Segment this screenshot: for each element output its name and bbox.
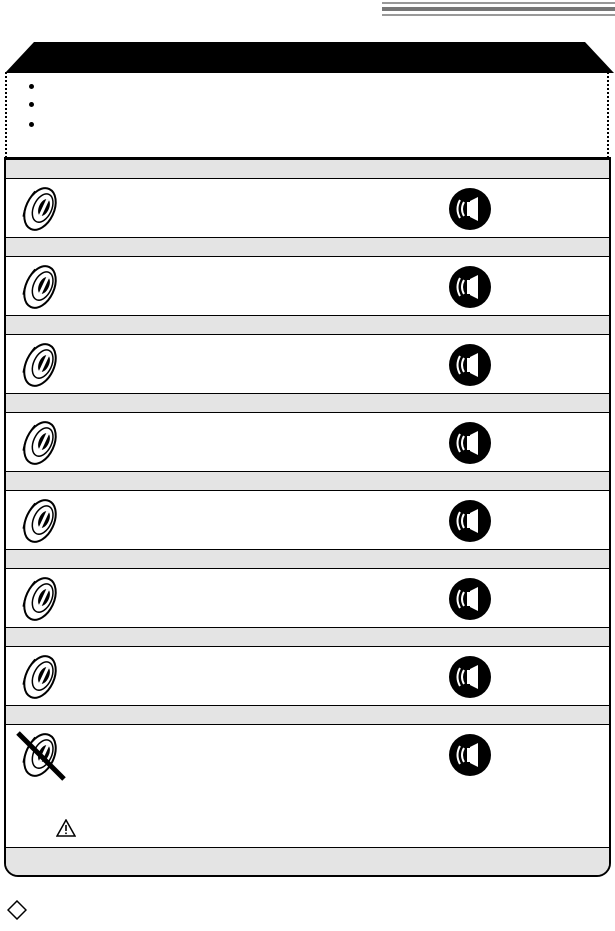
remote-icon [14, 651, 66, 703]
remote-icon [14, 183, 66, 235]
speaker-icon [448, 655, 492, 699]
speaker-icon [448, 499, 492, 543]
speaker-icon [448, 187, 492, 231]
row-band [6, 549, 609, 569]
notes-box [5, 72, 609, 158]
remote-icon [14, 261, 66, 313]
diamond-icon [7, 900, 27, 920]
row-band [6, 237, 609, 257]
header-rule-2 [382, 7, 615, 11]
bullet-3 [29, 122, 34, 127]
row-band [6, 159, 609, 179]
bullet-1 [29, 84, 34, 89]
speaker-icon [448, 733, 492, 777]
remote-crossed-icon [14, 729, 66, 781]
speaker-icon [448, 421, 492, 465]
remote-icon [14, 573, 66, 625]
row-band [6, 705, 609, 725]
bullet-2 [29, 102, 34, 107]
remote-icon [14, 417, 66, 469]
speaker-icon [448, 265, 492, 309]
row-band [6, 471, 609, 491]
speaker-icon [448, 343, 492, 387]
panel-header-bar [4, 40, 615, 74]
row-band [6, 627, 609, 647]
speaker-icon [448, 577, 492, 621]
row-band [6, 315, 609, 335]
header-rule-1 [382, 2, 615, 4]
table-footer-band [6, 847, 609, 877]
row-band [6, 393, 609, 413]
function-table [4, 157, 611, 877]
header-rule-3 [382, 14, 615, 16]
remote-icon [14, 495, 66, 547]
remote-icon [14, 339, 66, 391]
warning-triangle-icon [56, 819, 76, 837]
